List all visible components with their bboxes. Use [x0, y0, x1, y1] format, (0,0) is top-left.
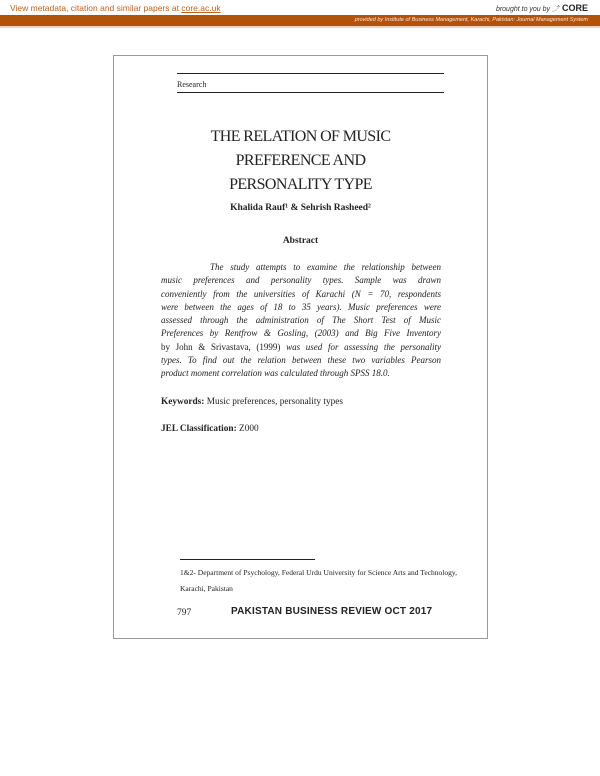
paper-title [114, 125, 487, 197]
brought-label: brought to you by [495, 6, 551, 13]
page-number: 797 [177, 608, 192, 618]
metadata-link-text [10, 3, 221, 13]
abstract-line [161, 341, 441, 354]
core-link[interactable]: core.ac.uk [181, 3, 221, 13]
metadata-label: View metadata, citation and similar papers at [10, 3, 182, 13]
core-logo-text: CORE [561, 3, 588, 13]
footnote-rule [180, 559, 315, 560]
abstract-line: types. To find out the relation between these two variables Pearson [161, 355, 441, 366]
keywords-value: Music preferences, personality types [206, 397, 344, 407]
title-line: THE RELATION OF MUSIC [210, 128, 391, 145]
provider-banner [0, 15, 600, 28]
abstract-line: conveniently from the universities of Karachi (N = 70, respondents [161, 288, 441, 299]
abstract-line: assessed through the administration of The Short Test of Music [161, 315, 441, 326]
abstract-line: were between the ages of 18 to 35 years). Music preferences were [161, 301, 441, 312]
jel-label: JEL Classification: [161, 424, 237, 434]
section-label: Research [177, 80, 207, 89]
keywords [161, 396, 343, 408]
jel-value: Z000 [239, 424, 259, 434]
provider-text: provided by Institute of Business Management, Karachi, Pakistan: Journal Management System [354, 17, 588, 23]
title-line: PREFERENCE AND [235, 152, 366, 169]
core-logo-icon: ⤴ [551, 6, 559, 13]
journal-footer: PAKISTAN BUSINESS REVIEW OCT 2017 [231, 606, 433, 617]
abstract-text: was used for assessing the personality [286, 341, 441, 352]
abstract-line: music preferences and personality types. Sample was drawn [161, 275, 441, 286]
header-rule-top [177, 73, 444, 74]
footnote: 1&2- Department of Psychology, Federal Urdu University for Science Arts and Technology, Karachi, Pakistan [180, 568, 457, 593]
abstract-line: product moment correlation was calculated through SPSS 18.0. [161, 368, 390, 379]
title-line: PERSONALITY TYPE [229, 176, 372, 193]
abstract-line: The study attempts to examine the relationship between [210, 262, 441, 272]
document-page [113, 55, 488, 639]
jel-classification [161, 423, 259, 435]
abstract-heading: Abstract [282, 236, 319, 246]
abstract-line: Preferences by Rentfrow & Gosling, (2003) and Big Five Inventory [161, 328, 441, 339]
header-rule-bottom [177, 92, 444, 93]
keywords-label: Keywords: [161, 397, 205, 407]
authors: Khalida Rauf¹ & Sehrish Rasheed² [230, 203, 371, 213]
citation-text: by John & Srivastava, (1999) [161, 341, 281, 352]
core-header [0, 0, 600, 14]
abstract-body [161, 261, 441, 381]
brought-by[interactable] [496, 3, 588, 14]
